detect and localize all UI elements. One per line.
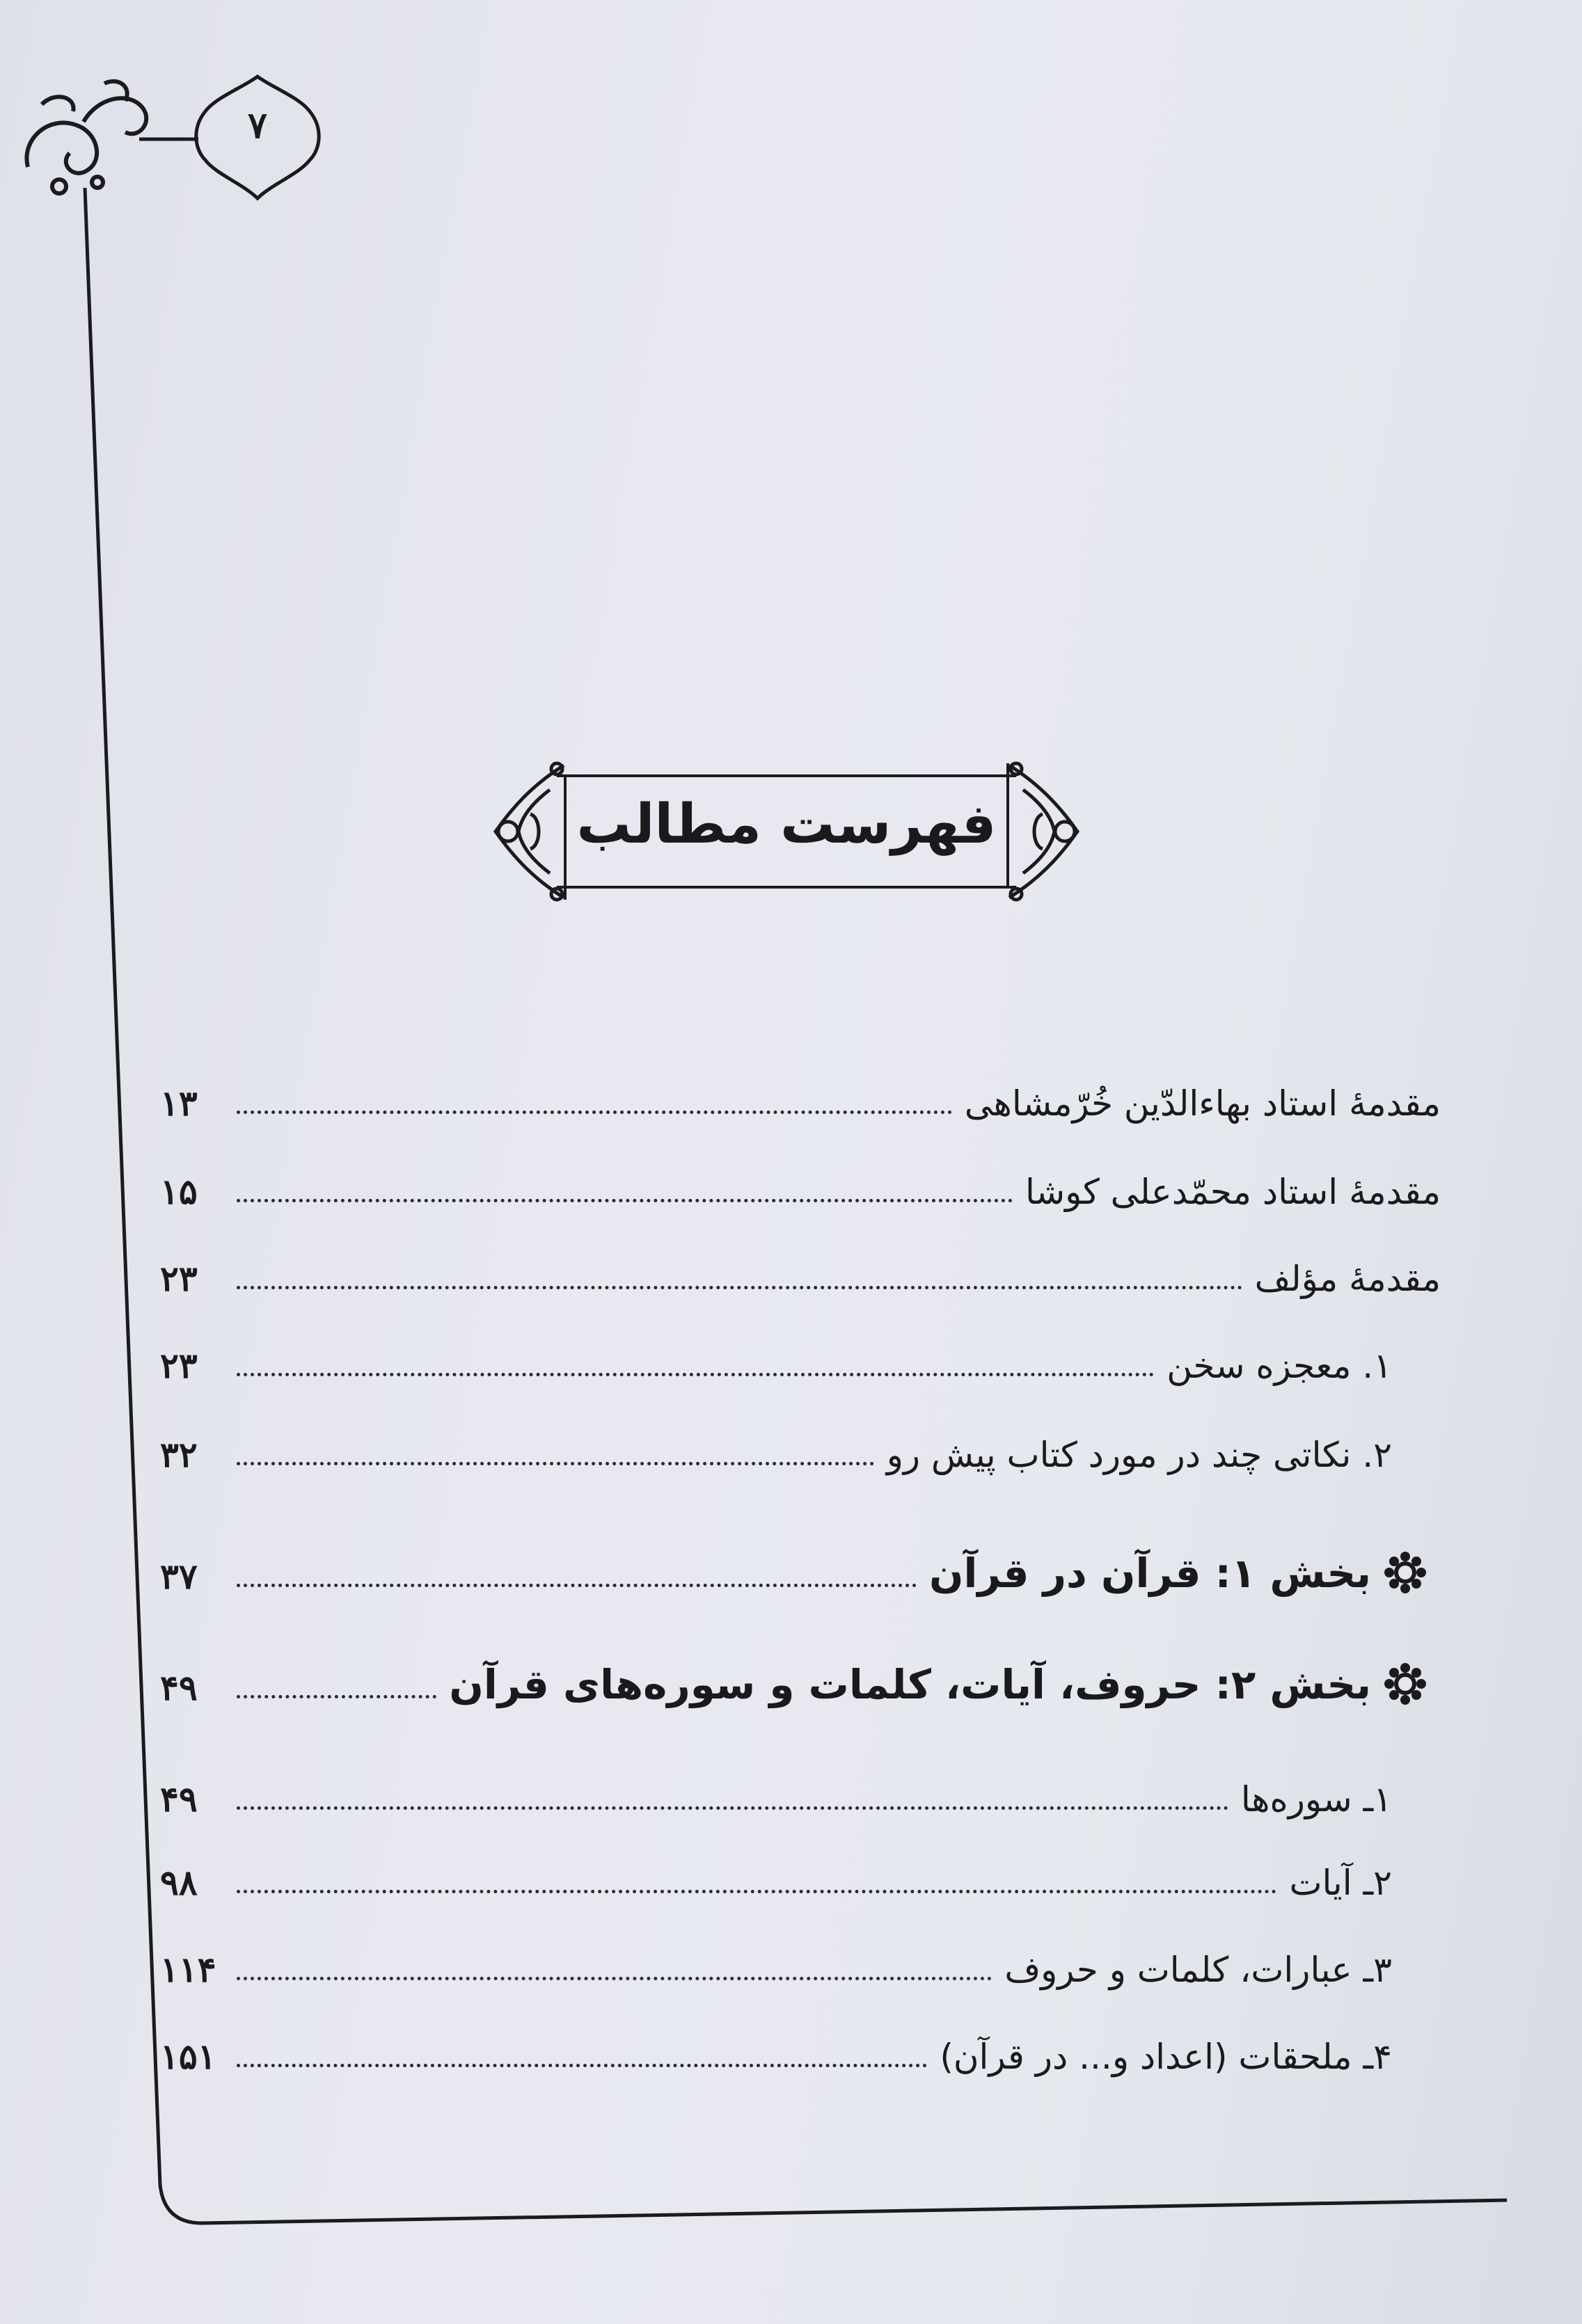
toc-entry-label: ۲ـ آیات <box>1289 1863 1392 1903</box>
toc-entry-page: ۲۳ <box>160 1258 198 1299</box>
toc-subentry[interactable] <box>160 1419 1441 1475</box>
toc-entry-page: ۱۵۱ <box>160 2036 216 2077</box>
toc-subentry[interactable] <box>160 2021 1441 2077</box>
toc-entry[interactable] <box>160 1156 1441 1212</box>
corner-ornament-icon <box>26 81 146 193</box>
dot-leader <box>237 1890 1276 1893</box>
flower-bullet-icon <box>1384 1662 1427 1705</box>
toc-section-entry[interactable] <box>160 1653 1441 1708</box>
toc-entry-page: ۴۹ <box>160 1667 198 1708</box>
toc-entry-label: ۳ـ عبارات، کلمات و حروف <box>1004 1950 1392 1990</box>
toc-entry-page: ۴۹ <box>160 1778 198 1820</box>
dot-leader <box>237 1584 917 1587</box>
toc-entry-page: ۲۳ <box>160 1345 198 1386</box>
toc-section-label: بخش ۲: حروف، آیات، کلمات و سوره‌های قرآن <box>449 1661 1371 1708</box>
dot-leader <box>237 1286 1242 1289</box>
toc-subentry[interactable] <box>160 1764 1441 1820</box>
toc-entry-page: ۹۸ <box>160 1862 198 1903</box>
toc-subentry[interactable] <box>160 1847 1441 1903</box>
toc-entry-label: مقدمهٔ استاد محمّدعلی کوشا <box>1025 1172 1441 1212</box>
toc-entry-label: ۲. نکاتی چند در مورد کتاب پیش رو <box>886 1435 1392 1475</box>
flower-bullet-icon <box>1384 1551 1427 1594</box>
dot-leader <box>237 1111 952 1114</box>
page-title: فهرست مطالب <box>576 793 997 856</box>
toc-entry-label: ۴ـ ملحقات (اعداد و... در قرآن) <box>940 2037 1392 2077</box>
toc-entry-page: ۱۳ <box>160 1083 198 1124</box>
dot-leader <box>237 1373 1154 1376</box>
dot-leader <box>237 1977 992 1980</box>
toc-section-entry[interactable] <box>160 1541 1441 1597</box>
toc-entry-label: ۱. معجزه سخن <box>1166 1346 1392 1386</box>
dot-leader <box>237 1199 1013 1202</box>
toc-entry-page: ۳۲ <box>160 1434 198 1475</box>
dot-leader <box>237 2064 927 2067</box>
toc-section-label: بخش ۱: قرآن در قرآن <box>929 1550 1371 1597</box>
dot-leader <box>237 1462 874 1465</box>
toc-entry-label: مقدمهٔ مؤلف <box>1254 1259 1441 1299</box>
toc-entry[interactable] <box>160 1068 1441 1124</box>
dot-leader <box>237 1806 1228 1810</box>
toc-entry-page: ۱۵ <box>160 1171 198 1212</box>
toc-subentry[interactable] <box>160 1330 1441 1386</box>
toc-entry-label: ۱ـ سوره‌ها <box>1240 1779 1392 1820</box>
toc-subentry[interactable] <box>160 1934 1441 1990</box>
toc-entry-label: مقدمهٔ استاد بهاءالدّین خُرّمشاهی <box>964 1083 1441 1124</box>
title-cartouche <box>452 741 1121 922</box>
page-number: ۷ <box>248 104 267 147</box>
toc-entry-page: ۳۷ <box>160 1556 198 1597</box>
dot-leader <box>237 1695 436 1698</box>
toc-entry-page: ۱۱۴ <box>160 1949 216 1990</box>
toc-entry[interactable] <box>160 1243 1441 1299</box>
